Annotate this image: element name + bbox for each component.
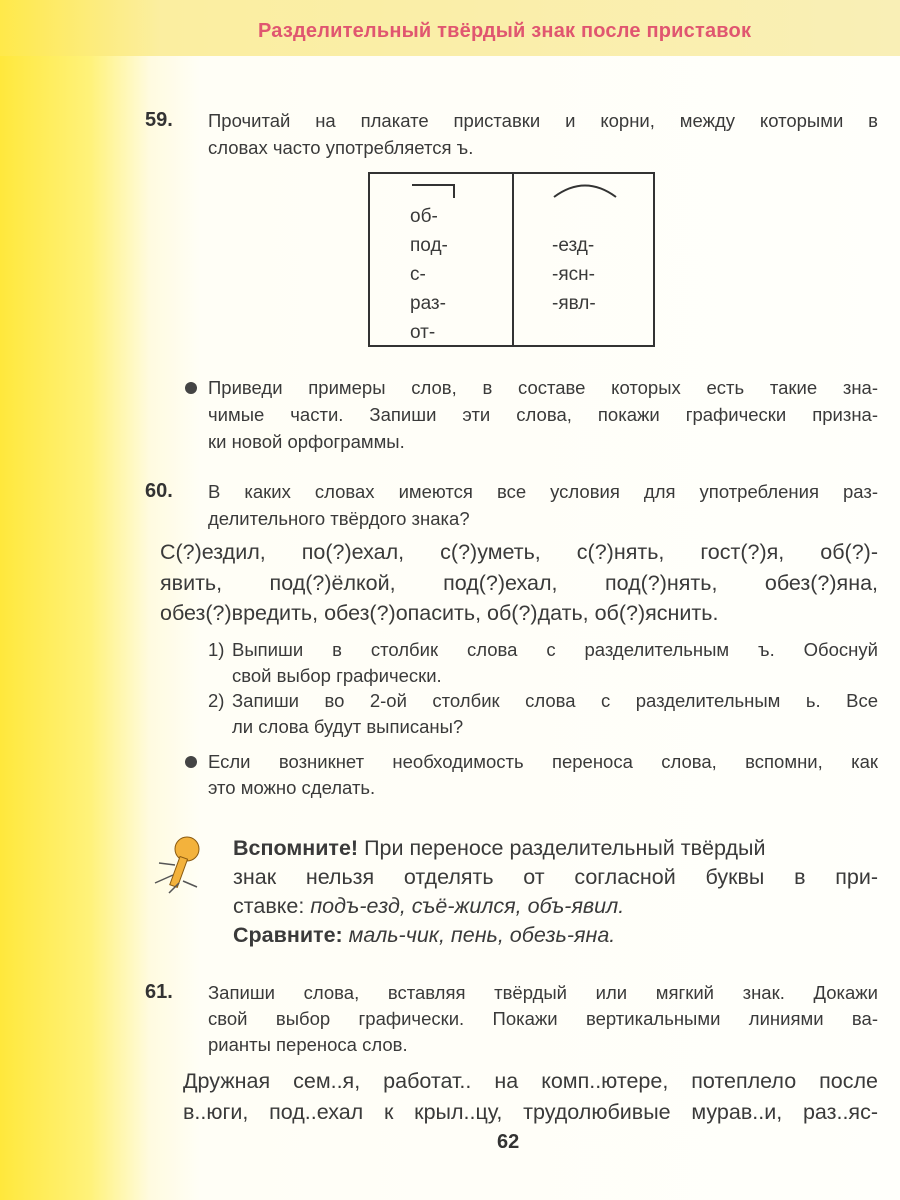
table-divider xyxy=(512,174,514,345)
word-line: Дружная сем..я, работат.. на комп..ютере, потеплело после xyxy=(183,1069,878,1093)
remember-examples: подъ-езд, съё-жился, объ-явил. xyxy=(310,894,625,918)
remember-text: ставке: xyxy=(233,894,305,918)
exercise-number: 61. xyxy=(145,981,173,1003)
exercise-number: 59. xyxy=(145,109,173,131)
word-line: в..юги, под..ехал к крыл..цу, трудолюбивые мурав..и, раз..яс- xyxy=(183,1100,878,1124)
text-line: это можно сделать. xyxy=(208,777,376,798)
prefix-column xyxy=(410,202,448,347)
bullet-icon xyxy=(185,382,197,394)
root-item: -явл- xyxy=(552,293,596,314)
prefix-item: с- xyxy=(410,264,426,285)
compare-examples: маль-чик, пень, обезь-яна. xyxy=(348,923,616,947)
remember-line: знак нельзя отделять от согласной буквы в при- xyxy=(233,865,878,889)
root-item: -езд- xyxy=(552,235,595,256)
key-character-icon xyxy=(145,835,215,895)
text-line: делительного твёрдого знака? xyxy=(208,508,470,529)
text-line: Запиши слова, вставляя твёрдый или мягкий знак. Докажи xyxy=(208,982,878,1003)
prefix-item: от- xyxy=(410,322,436,343)
word-line: С(?)ездил, по(?)ехал, с(?)уметь, с(?)нять, гост(?)я, об(?)- xyxy=(160,540,878,564)
text-line: ли слова будут выписаны? xyxy=(232,716,464,737)
text-line: Выпиши в столбик слова с разделительным ъ. Обоснуй xyxy=(232,639,878,660)
remember-line xyxy=(233,895,624,917)
text-line: ки новой орфограммы. xyxy=(208,431,405,452)
task-number: 1) xyxy=(208,639,225,660)
compare-label: Сравните: xyxy=(233,923,343,947)
exercise-number: 60. xyxy=(145,480,173,502)
remember-label: Вспомните! xyxy=(233,836,359,860)
root-sign-icon xyxy=(550,180,620,200)
remember-line xyxy=(233,837,766,859)
root-column xyxy=(552,231,596,318)
text-line: Если возникнет необходимость переноса слова, вспомни, как xyxy=(208,751,878,772)
text-line: свой выбор графически. xyxy=(232,665,442,686)
root-item: -ясн- xyxy=(552,264,595,285)
text-line: чимые части. Запиши эти слова, покажи графически призна- xyxy=(208,404,878,425)
text-line: словах часто употребляется ъ. xyxy=(208,137,474,158)
text-line: рианты переноса слов. xyxy=(208,1034,408,1055)
word-line: обез(?)вредить, обез(?)опасить, об(?)дать, об(?)яснить. xyxy=(160,601,719,625)
prefix-item: под- xyxy=(410,235,448,256)
prefix-item: об- xyxy=(410,206,438,227)
text-line: В каких словах имеются все условия для употребления раз- xyxy=(208,481,878,502)
page-title: Разделительный твёрдый знак после приставок xyxy=(258,20,752,42)
text-line: Запиши во 2-ой столбик слова с разделительным ь. Все xyxy=(232,690,878,711)
prefix-sign-icon xyxy=(410,182,460,200)
page-number: 62 xyxy=(497,1131,520,1153)
word-line: явить, под(?)ёлкой, под(?)ехал, под(?)нять, обез(?)яна, xyxy=(160,571,878,595)
text-line: Прочитай на плакате приставки и корни, между которыми в xyxy=(208,110,878,131)
compare-line xyxy=(233,924,615,946)
text-line: свой выбор графически. Покажи вертикальными линиями ва- xyxy=(208,1008,878,1029)
text-line: Приведи примеры слов, в составе которых есть такие зна- xyxy=(208,377,878,398)
bullet-icon xyxy=(185,756,197,768)
prefix-item: раз- xyxy=(410,293,446,314)
task-number: 2) xyxy=(208,690,225,711)
poster-table xyxy=(368,172,655,347)
remember-text: При переносе разделительный твёрдый xyxy=(364,836,766,860)
